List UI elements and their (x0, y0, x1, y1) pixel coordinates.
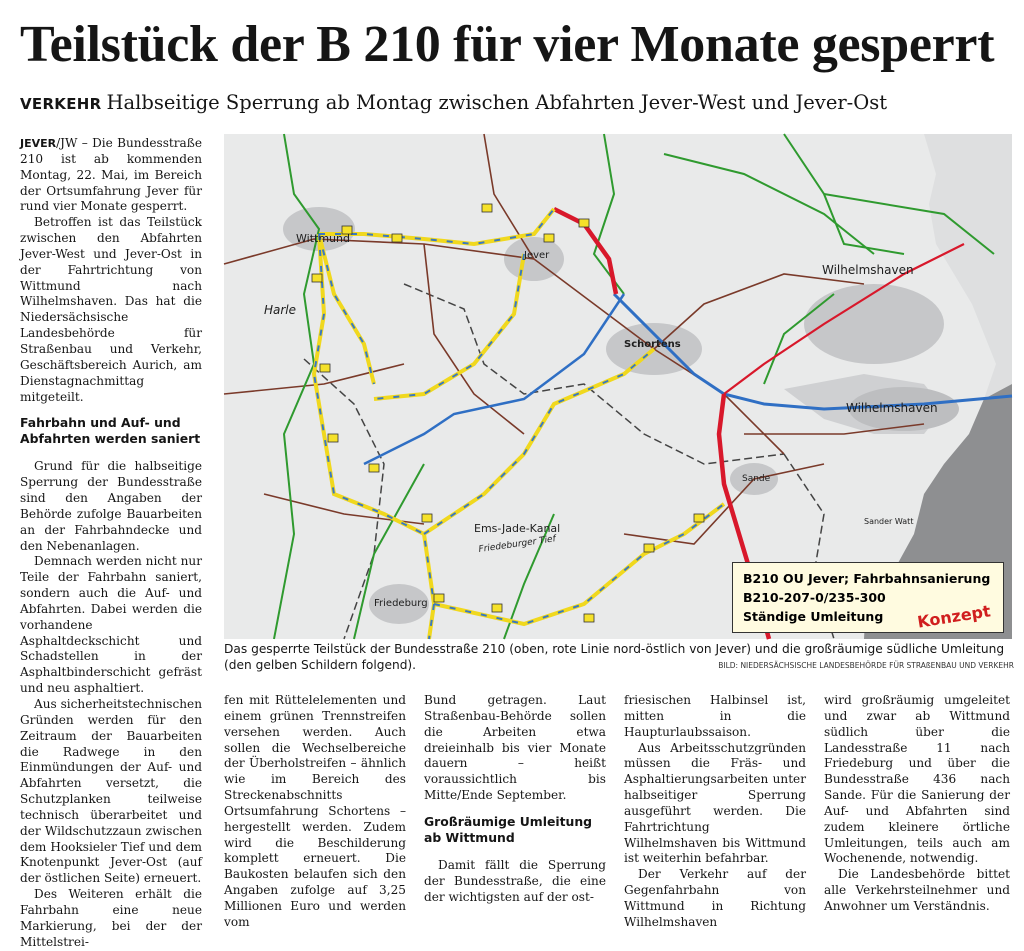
map-label-schortens: Schortens (624, 339, 681, 350)
map-label-sande: Sande (742, 474, 771, 484)
map-label-friedeburger-tief: Friedeburger Tief (478, 534, 557, 555)
article-column-2 (224, 693, 406, 929)
map-label-sander-watt: Sander Watt (864, 517, 914, 526)
map-label-jever: Jever (524, 250, 550, 261)
lead-paragraph (20, 136, 202, 215)
kicker: VERKEHR (20, 95, 102, 113)
paragraph: Aus Arbeitsschutzgründen müssen die Fräs- und Asphaltierungsarbeiten unter halbseitiger Sperrung ausgeführt werden. Die Fahrtrichtung Wilhelmshaven bis Wittmund ist weiterhin befahrbar. (624, 740, 806, 866)
paragraph: wird großräumig umgeleitet und zwar ab Wittmund südlich über die Landesstraße 11 nach Friedeburg und über die Bundesstraße 436 nach Sande. Für die Sanierung der Auf- und Abfahrten sind zudem kleinere örtliche Umleitungen, teils auch am Wochenende, notwendig. (824, 693, 1010, 866)
subheading: Großräumige Umleitung ab Wittmund (424, 813, 593, 845)
legend-line-3: Ständige Umleitung (743, 609, 884, 624)
konzept-stamp: Konzept (916, 601, 993, 632)
map-legend (732, 562, 1004, 633)
paragraph: fen mit Rüttelelementen und einem grünen Trennstreifen versehen werden. Auch sollen die Wechselbereiche der Überholstreifen – ähnlich wie im Bereich des Streckenabschnitts Ortsumfahrung Schortens – hergestellt werden. Zudem wird die Beschilderung komplett erneuert. Die Baukosten belaufen sich den Angaben zufolge auf 3,25 Millionen Euro und werden vom (224, 693, 406, 929)
paragraph: Betroffen ist das Teilstück zwischen den Abfahrten Jever-West und Jever-Ost in der Fahrtrichtung von Wittmund nach Wilhelmshaven. Das hat die Niedersächsische Landesbehörde für Straßenbau und Verkehr, Geschäftsbereich Aurich, am Dienstagnachmittag mitgeteilt. (20, 215, 202, 404)
paragraph: Die Landesbehörde bittet alle Verkehrsteilnehmer und Anwohner um Verständnis. (824, 867, 1010, 913)
subline-text: Halbseitige Sperrung ab Montag zwischen Abfahrten Jever-West und Jever-Ost (106, 91, 888, 114)
paragraph: Bund getragen. Laut Straßenbau-Behörde sollen die Arbeiten etwa dreieinhalb bis vier Monate dauern – heißt voraussichtlich bis Mitte/Ende September. (424, 693, 606, 803)
article-column-5 (824, 693, 1010, 913)
detour-map (224, 134, 1012, 639)
lead-text: /JW – Die Bundesstraße 210 ist ab kommenden Montag, 22. Mai, im Bereich der Ortsumfahrung Jever für rund vier Monate gesperrt. (20, 136, 202, 214)
paragraph: Der Verkehr auf der Gegenfahrbahn von Wittmund in Richtung Wilhelmshaven (624, 867, 806, 929)
map-label-ems-jade-kanal: Ems-Jade-Kanal (474, 522, 561, 535)
headline: Teilstück der B 210 für vier Monate gesperrt (20, 16, 995, 73)
article-column-1 (20, 136, 202, 949)
map-label-harle: Harle (264, 303, 297, 317)
paragraph: Grund für die halbseitige Sperrung der Bundesstraße sind den Angaben der Behörde zufolge Bauarbeiten an der Fahrbahndecke und den Nebenanlagen. (20, 459, 202, 553)
map-label-wilhelmshaven-north: Wilhelmshaven (822, 263, 914, 277)
subline (20, 90, 1010, 117)
legend-line-2: B210-207-0/235-300 (743, 590, 886, 605)
article-column-3 (424, 693, 606, 908)
dateline: JEVER (20, 137, 57, 150)
paragraph: friesischen Halbinsel ist, mitten in die Haupturlaubssaison. (624, 693, 806, 739)
legend-line-1: B210 OU Jever; Fahrbahnsanierung (743, 571, 991, 586)
paragraph: Aus sicherheitstechnischen Gründen werden für den Zeitraum der Bauarbeiten die Radwege in den Einmündungen der Auf- und Abfahrten versetzt, die Schutzplanken teilweise technisch überarbeitet und der Wildschutzzaun zwischen dem Hooksieler Tief und dem Knotenpunkt Jever-Ost (auf der östlichen Seite) erneuert. (20, 697, 202, 886)
paragraph: Des Weiteren erhält die Fahrbahn eine neue Markierung, bei der der Mittelstrei- (20, 887, 202, 949)
image-credit: BILD: NIEDERSÄCHSISCHE LANDESBEHÖRDE FÜR STRAßENBAU UND VERKEHR (718, 661, 1014, 670)
map-label-wittmund: Wittmund (296, 232, 350, 245)
map-label-wilhelmshaven-south: Wilhelmshaven (846, 401, 938, 415)
subheading: Fahrbahn und Auf- und Abfahrten werden saniert (20, 415, 201, 447)
map-label-friedeburg: Friedeburg (374, 598, 428, 609)
map-caption: Das gesperrte Teilstück der Bundesstraße 210 (oben, rote Linie nord-östlich von Jever) und die großräumige südliche Umleitung (den gelben Schildern folgend). (224, 642, 1005, 672)
article-column-4 (624, 693, 806, 929)
paragraph: Damit fällt die Sperrung der Bundesstraße, die eine der wichtigsten auf der ost- (424, 857, 606, 904)
paragraph: Demnach werden nicht nur Teile der Fahrbahn saniert, sondern auch die Auf- und Abfahrten. Dabei werden die vorhandene Asphaltdeckschicht und Schadstellen in der Asphaltbinderschicht gefräst und neu asphaltiert. (20, 554, 202, 696)
